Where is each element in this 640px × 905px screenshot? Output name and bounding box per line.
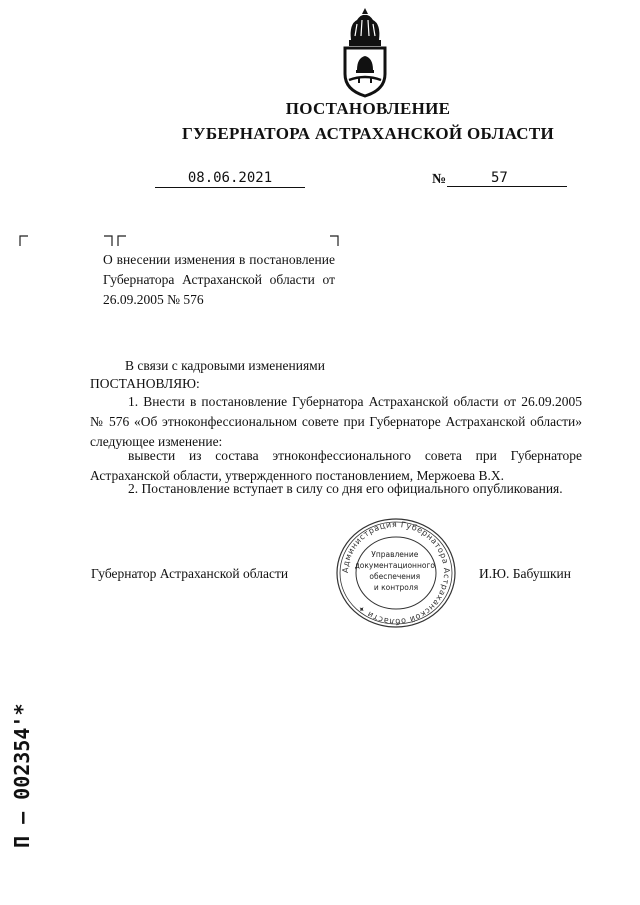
signatory-position: Губернатор Астраханской области [91, 566, 289, 581]
item-1-detail: вывести из состава этноконфессионального совета при Губернаторе Астраханской области, утвержденного постановлением, Мержоева В.Х. [90, 448, 582, 483]
document-issuer: ГУБЕРНАТОРА АСТРАХАНСКОЙ ОБЛАСТИ [181, 124, 555, 143]
corner-marks [18, 234, 348, 248]
svg-text:Управление документационно: Управление документационного обеспечения и контроля [354, 550, 435, 592]
item-2: 2. Постановление вступает в силу со дня его официального опубликования. [128, 481, 563, 496]
document-subject: О внесении изменения в постановление Губернатора Астраханской области от 26.09.2005 № 576 [103, 252, 335, 307]
document-number: 57 [447, 170, 567, 187]
signatory-name: И.Ю. Бабушкин [479, 566, 572, 581]
item-1: 1. Внести в постановление Губернатора Астраханской области от 26.09.2005 № 576 «Об этноконфессиональном совете при Губернаторе Астраханской области» следующее изменение: [90, 394, 582, 449]
serial-number: П – 002354'* [10, 703, 34, 848]
svg-text:Администрация Губернатора Астр: Администрация Губернатора Астраханской области ✦ [340, 519, 452, 627]
intro-text: В связи с кадровыми изменениями [125, 358, 325, 373]
number-label: № [432, 172, 447, 187]
document-title: ПОСТАНОВЛЕНИЕ [285, 99, 451, 118]
coat-of-arms-icon [335, 6, 395, 98]
official-stamp [334, 517, 458, 629]
decree-word: ПОСТАНОВЛЯЮ: [90, 376, 200, 391]
document-date: 08.06.2021 [155, 170, 305, 188]
